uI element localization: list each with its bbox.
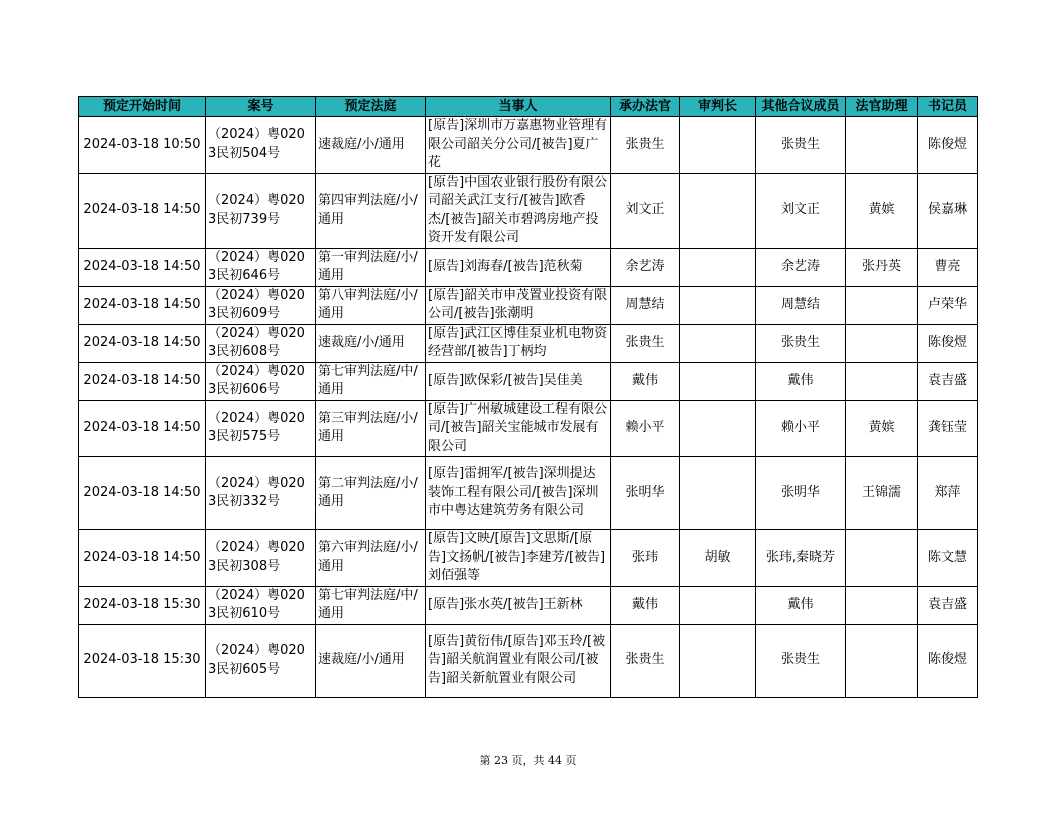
cell-clerk: 陈俊煜 bbox=[918, 624, 978, 697]
cell-presiding-judge bbox=[680, 117, 756, 174]
cell-clerk: 陈文慧 bbox=[918, 530, 978, 587]
cell-time: 2024-03-18 15:30 bbox=[79, 586, 206, 624]
cell-assistant bbox=[846, 624, 918, 697]
cell-parties: [原告]深圳市万嘉惠物业管理有限公司韶关分公司/[被告]夏广花 bbox=[426, 117, 611, 174]
cell-assistant bbox=[846, 324, 918, 362]
cell-clerk: 龚钰莹 bbox=[918, 400, 978, 457]
cell-court: 第七审判法庭/中/通用 bbox=[316, 586, 426, 624]
cell-other-members: 戴伟 bbox=[756, 586, 846, 624]
cell-parties: [原告]刘海春/[被告]范秋菊 bbox=[426, 248, 611, 286]
table-row bbox=[79, 457, 978, 530]
cell-clerk: 袁吉盛 bbox=[918, 586, 978, 624]
cell-judge: 赖小平 bbox=[611, 400, 680, 457]
cell-court: 第八审判法庭/小/通用 bbox=[316, 286, 426, 324]
cell-case-number: （2024）粤0203民初332号 bbox=[206, 457, 316, 530]
cell-judge: 戴伟 bbox=[611, 362, 680, 400]
cell-presiding-judge bbox=[680, 586, 756, 624]
cell-parties: [原告]黄衍伟/[原告]邓玉玲/[被告]韶关航润置业有限公司/[被告]韶关新航置业有限公司 bbox=[426, 624, 611, 697]
cell-case-number: （2024）粤0203民初308号 bbox=[206, 530, 316, 587]
cell-judge: 戴伟 bbox=[611, 586, 680, 624]
cell-judge: 余艺涛 bbox=[611, 248, 680, 286]
cell-case-number: （2024）粤0203民初739号 bbox=[206, 173, 316, 248]
cell-time: 2024-03-18 14:50 bbox=[79, 530, 206, 587]
cell-clerk: 陈俊煜 bbox=[918, 324, 978, 362]
cell-other-members: 余艺涛 bbox=[756, 248, 846, 286]
cell-clerk: 陈俊煜 bbox=[918, 117, 978, 174]
cell-assistant: 王锦濡 bbox=[846, 457, 918, 530]
cell-parties: [原告]中国农业银行股份有限公司韶关武江支行/[被告]欧香杰/[被告]韶关市碧鸿房地产投资开发有限公司 bbox=[426, 173, 611, 248]
cell-clerk: 曹亮 bbox=[918, 248, 978, 286]
cell-assistant bbox=[846, 586, 918, 624]
column-header: 书记员 bbox=[918, 97, 978, 117]
cell-case-number: （2024）粤0203民初608号 bbox=[206, 324, 316, 362]
table-row bbox=[79, 286, 978, 324]
table-row bbox=[79, 586, 978, 624]
cell-court: 速裁庭/小/通用 bbox=[316, 624, 426, 697]
cell-case-number: （2024）粤0203民初609号 bbox=[206, 286, 316, 324]
cell-judge: 张贵生 bbox=[611, 117, 680, 174]
cell-other-members: 张贵生 bbox=[756, 117, 846, 174]
cell-other-members: 张玮,秦晓芳 bbox=[756, 530, 846, 587]
cell-presiding-judge: 胡敏 bbox=[680, 530, 756, 587]
cell-assistant: 黄嫔 bbox=[846, 173, 918, 248]
column-header: 法官助理 bbox=[846, 97, 918, 117]
table-row bbox=[79, 624, 978, 697]
cell-parties: [原告]张水英/[被告]王新林 bbox=[426, 586, 611, 624]
cell-clerk: 卢荣华 bbox=[918, 286, 978, 324]
cell-other-members: 周慧结 bbox=[756, 286, 846, 324]
cell-court: 速裁庭/小/通用 bbox=[316, 117, 426, 174]
cell-parties: [原告]武江区博佳泵业机电物资经营部/[被告]丁柄均 bbox=[426, 324, 611, 362]
cell-case-number: （2024）粤0203民初606号 bbox=[206, 362, 316, 400]
cell-time: 2024-03-18 14:50 bbox=[79, 286, 206, 324]
cell-time: 2024-03-18 14:50 bbox=[79, 400, 206, 457]
cell-parties: [原告]欧保彩/[被告]吴佳美 bbox=[426, 362, 611, 400]
column-header: 预定开始时间 bbox=[79, 97, 206, 117]
cell-presiding-judge bbox=[680, 248, 756, 286]
cell-court: 第六审判法庭/小/通用 bbox=[316, 530, 426, 587]
cell-time: 2024-03-18 14:50 bbox=[79, 362, 206, 400]
cell-court: 第三审判法庭/小/通用 bbox=[316, 400, 426, 457]
cell-court: 第四审判法庭/小/通用 bbox=[316, 173, 426, 248]
cell-case-number: （2024）粤0203民初610号 bbox=[206, 586, 316, 624]
cell-other-members: 张贵生 bbox=[756, 624, 846, 697]
cell-time: 2024-03-18 10:50 bbox=[79, 117, 206, 174]
cell-clerk: 袁吉盛 bbox=[918, 362, 978, 400]
cell-judge: 刘文正 bbox=[611, 173, 680, 248]
cell-other-members: 张明华 bbox=[756, 457, 846, 530]
cell-judge: 张贵生 bbox=[611, 624, 680, 697]
cell-court: 第七审判法庭/中/通用 bbox=[316, 362, 426, 400]
cell-judge: 张贵生 bbox=[611, 324, 680, 362]
cell-presiding-judge bbox=[680, 362, 756, 400]
table-row bbox=[79, 324, 978, 362]
cell-parties: [原告]韶关市申茂置业投资有限公司/[被告]张潮明 bbox=[426, 286, 611, 324]
table-header-row bbox=[79, 97, 978, 117]
cell-time: 2024-03-18 14:50 bbox=[79, 173, 206, 248]
cell-judge: 张明华 bbox=[611, 457, 680, 530]
cell-court: 第一审判法庭/小/通用 bbox=[316, 248, 426, 286]
table-row bbox=[79, 362, 978, 400]
cell-parties: [原告]广州敏城建设工程有限公司/[被告]韶关宝能城市发展有限公司 bbox=[426, 400, 611, 457]
cell-time: 2024-03-18 14:50 bbox=[79, 248, 206, 286]
column-header: 案号 bbox=[206, 97, 316, 117]
cell-assistant: 黄嫔 bbox=[846, 400, 918, 457]
cell-court: 速裁庭/小/通用 bbox=[316, 324, 426, 362]
table-row bbox=[79, 248, 978, 286]
cell-case-number: （2024）粤0203民初605号 bbox=[206, 624, 316, 697]
cell-clerk: 侯嘉琳 bbox=[918, 173, 978, 248]
cell-presiding-judge bbox=[680, 286, 756, 324]
cell-assistant bbox=[846, 286, 918, 324]
cell-assistant: 张丹英 bbox=[846, 248, 918, 286]
cell-presiding-judge bbox=[680, 624, 756, 697]
cell-case-number: （2024）粤0203民初504号 bbox=[206, 117, 316, 174]
cell-time: 2024-03-18 14:50 bbox=[79, 324, 206, 362]
cell-other-members: 张贵生 bbox=[756, 324, 846, 362]
column-header: 预定法庭 bbox=[316, 97, 426, 117]
cell-parties: [原告]雷拥军/[被告]深圳提达装饰工程有限公司/[被告]深圳市中粤达建筑劳务有限公司 bbox=[426, 457, 611, 530]
table-row bbox=[79, 400, 978, 457]
cell-presiding-judge bbox=[680, 457, 756, 530]
cell-assistant bbox=[846, 117, 918, 174]
table-row bbox=[79, 173, 978, 248]
cell-case-number: （2024）粤0203民初646号 bbox=[206, 248, 316, 286]
table-row bbox=[79, 530, 978, 587]
cell-clerk: 郑萍 bbox=[918, 457, 978, 530]
cell-presiding-judge bbox=[680, 400, 756, 457]
cell-parties: [原告]文映/[原告]文思斯/[原告]文扬帆/[被告]李建芳/[被告]刘佰强等 bbox=[426, 530, 611, 587]
cell-presiding-judge bbox=[680, 173, 756, 248]
cell-judge: 张玮 bbox=[611, 530, 680, 587]
cell-time: 2024-03-18 14:50 bbox=[79, 457, 206, 530]
cell-case-number: （2024）粤0203民初575号 bbox=[206, 400, 316, 457]
cell-other-members: 戴伟 bbox=[756, 362, 846, 400]
cell-time: 2024-03-18 15:30 bbox=[79, 624, 206, 697]
cell-court: 第二审判法庭/小/通用 bbox=[316, 457, 426, 530]
cell-presiding-judge bbox=[680, 324, 756, 362]
column-header: 其他合议成员 bbox=[756, 97, 846, 117]
cell-other-members: 刘文正 bbox=[756, 173, 846, 248]
table-row bbox=[79, 117, 978, 174]
hearing-schedule-table bbox=[78, 96, 978, 698]
cell-assistant bbox=[846, 362, 918, 400]
cell-assistant bbox=[846, 530, 918, 587]
column-header: 当事人 bbox=[426, 97, 611, 117]
page-number-footer: 第 23 页，共 44 页 bbox=[479, 754, 577, 767]
column-header: 承办法官 bbox=[611, 97, 680, 117]
cell-other-members: 赖小平 bbox=[756, 400, 846, 457]
cell-judge: 周慧结 bbox=[611, 286, 680, 324]
column-header: 审判长 bbox=[680, 97, 756, 117]
